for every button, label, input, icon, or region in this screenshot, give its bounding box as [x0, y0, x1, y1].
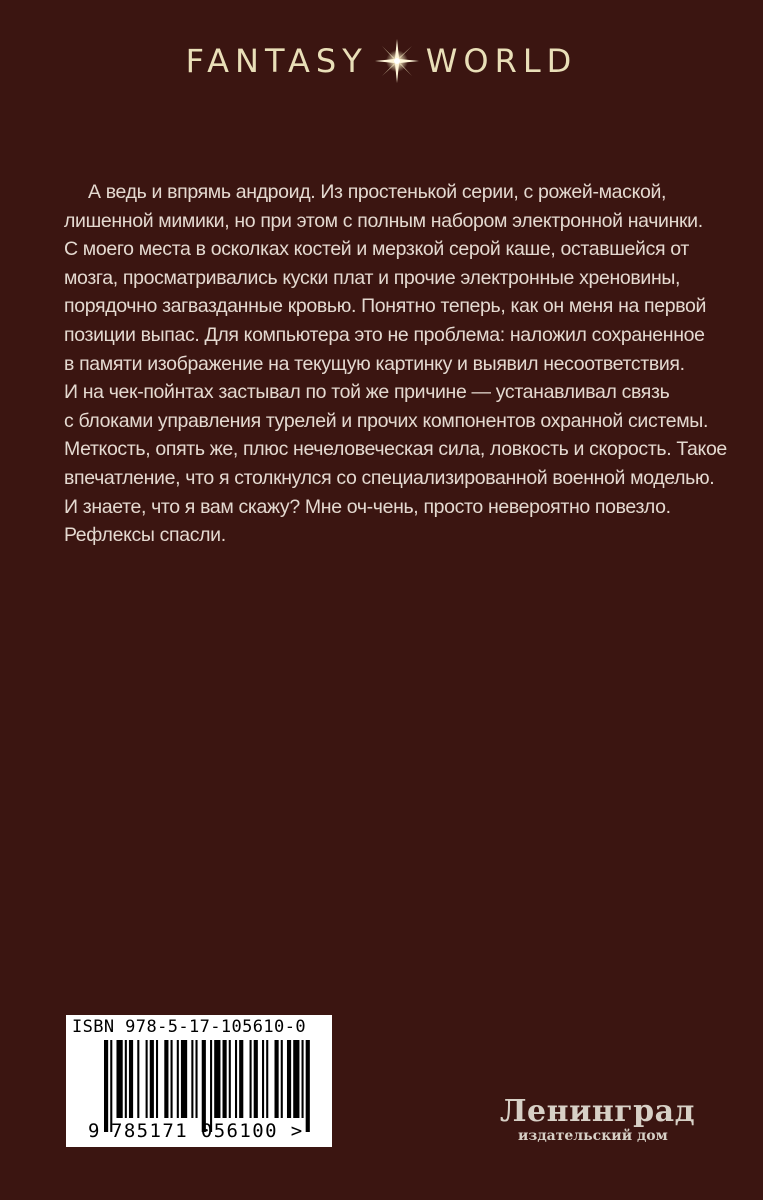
barcode-bar: [254, 1040, 258, 1118]
barcode-bar: [150, 1040, 154, 1118]
blurb-line: И на чек-пойнтах застывал по той же причине — устанавливал связь: [64, 381, 670, 404]
isbn-label: ISBN 978-5-17-105610-0: [72, 1017, 306, 1037]
barcode-bar: [281, 1040, 283, 1118]
barcode-bar: [214, 1040, 220, 1118]
barcode-bar: [262, 1040, 264, 1118]
barcode-bar: [266, 1040, 268, 1118]
barcode-bars: [104, 1040, 314, 1132]
blurb-line: впечатление, что я столкнулся со специализированной военной моделью.: [64, 466, 715, 489]
barcode-bar: [164, 1040, 168, 1118]
barcode-bar: [302, 1040, 304, 1118]
publisher-logo: [500, 1094, 696, 1144]
barcode-bar: [116, 1040, 122, 1118]
barcode-bar: [250, 1040, 252, 1118]
blurb-line: позиции выпас. Для компьютера это не проблема: наложил сохраненное: [64, 323, 705, 346]
blurb-line: порядочно загвазданные кровью. Понятно теперь, как он меня на первой: [64, 295, 707, 318]
blurb-line: И знаете, что я вам скажу? Мне оч-чень, просто невероятно повезло.: [64, 495, 671, 518]
barcode-bar: [275, 1040, 279, 1118]
blurb-line: в памяти изображение на текущую картинку и выявил несоответствия.: [64, 352, 685, 375]
barcode-bar: [229, 1040, 231, 1118]
barcode-bar: [210, 1040, 212, 1132]
sparkle-star-icon: [374, 38, 420, 84]
blurb-line: А ведь и впрямь андроид. Из простенькой серии, с рожей-маской,: [88, 181, 667, 203]
barcode-bar: [104, 1040, 108, 1132]
barcode-bar: [110, 1040, 112, 1132]
barcode-bar: [125, 1040, 127, 1118]
barcode-bar: [181, 1040, 187, 1118]
barcode-bar: [239, 1040, 243, 1118]
publisher-name: Ленинград: [500, 1094, 696, 1129]
barcode-bar: [129, 1040, 133, 1118]
isbn-barcode: [66, 1015, 332, 1147]
barcode-bar: [171, 1040, 173, 1118]
ean-first-digit: 9: [88, 1120, 100, 1142]
barcode-bar: [293, 1040, 299, 1118]
barcode-bar: [146, 1040, 148, 1118]
barcode-bar: [137, 1040, 139, 1118]
blurb-line: мозга, просматривались куски плат и прочие электронные хреновины,: [64, 266, 681, 289]
blurb-line: с блоками управления турелей и прочих компонентов охранной системы.: [64, 409, 709, 432]
ean-digits: 785171 056100 >: [111, 1120, 304, 1142]
blurb-line: С моего места в осколках костей и мерзкой серой каше, оставшейся от: [64, 238, 689, 261]
barcode-bar: [177, 1040, 179, 1118]
barcode-bar: [202, 1040, 206, 1132]
series-logo-left: FANTASY: [185, 42, 368, 80]
publisher-subtitle: издательский дом: [518, 1128, 668, 1144]
barcode-bar: [223, 1040, 227, 1118]
blurb-line: лишенной мимики, но при этом с полным набором электронной начинки.: [64, 209, 703, 232]
blurb-line: Меткость, опять же, плюс нечеловеческая сила, ловкость и скорость. Такое: [64, 438, 727, 461]
blurb-line: Рефлексы спасли.: [64, 524, 226, 547]
series-logo-right: WORLD: [425, 42, 578, 80]
barcode-bar: [287, 1040, 291, 1118]
series-logo: [0, 38, 763, 84]
barcode-bar: [191, 1040, 193, 1118]
barcode-bar: [195, 1040, 197, 1118]
barcode-bar: [156, 1040, 158, 1118]
blurb-text: [64, 178, 727, 550]
barcode-bar: [235, 1040, 237, 1118]
barcode-bar: [306, 1040, 310, 1132]
